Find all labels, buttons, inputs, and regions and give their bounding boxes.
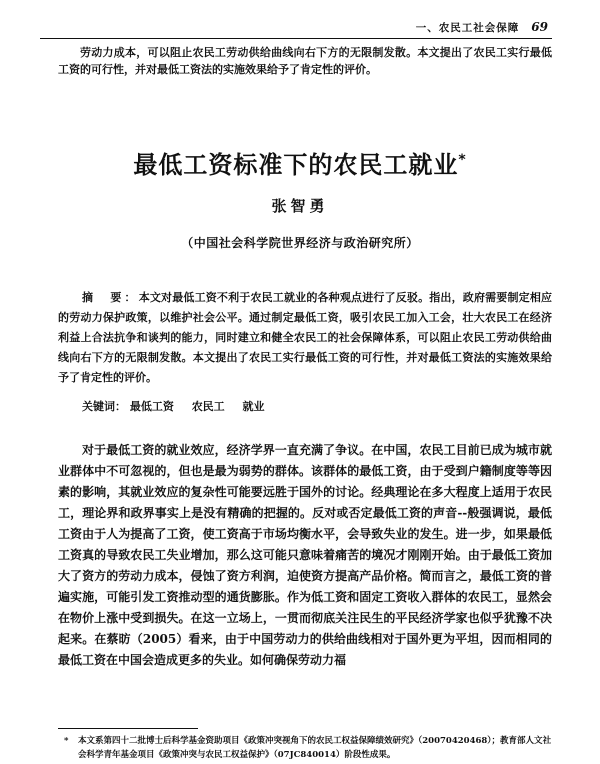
body-paragraph: 对于最低工资的就业效应，经济学界一直充满了争议。在中国，农民工目前已成为城市就业群体中不可忽视的，但也是最为弱势的群体。该群体的最低工资，由于受到户籍制度等等因素的影响，其就业效应的复杂性可能要远胜于国外的讨论。经典理论在多大程度上适用于农民工，理论界和政界事实上是没有精确的把握的。反对或否定最低工资的声音--般强调说，最低工资由于人为提高了工资，使工资高于市场均衡水平，会导致失业的发生。进一步，如果最低工资真的导致农民工失业增加，那么这可能只意味着痛苦的境况才刚刚开始。由于最低工资加大了资方的劳动力成本，侵蚀了资方利润，迫使资方提高产品价格。简而言之，最低工资的普遍实施，可能引发工资推动型的通货膨胀。作为低工资和固定工资收入群体的农民工，显然会在物价上涨中受到损失。在这一立场上，一贯而彻底关注民生的平民经济学家也似乎犹豫不决起来。在蔡昉（2005）看来，由于中国劳动力的供给曲线相对于国外更为平坦，因而相同的最低工资在中国会造成更多的失业。如何确保劳动力福	[58, 443, 552, 667]
keywords	[82, 398, 552, 414]
title-footnote-mark: *	[458, 152, 467, 168]
running-header	[40, 20, 548, 35]
footnote-text: 本文系第四十二批博士后科学基金资助项目《政策冲突视角下的农民工权益保障绩效研究》（20070420468）；教育部人文社会科学青年基金项目《政策冲突与农民工权益保护》（07JC840014）阶段性成果。	[78, 736, 552, 760]
keywords-label: 关键词：	[82, 400, 126, 413]
keyword: 就业	[242, 400, 265, 413]
author-affiliation: （中国社会科学院世界经济与政治研究所）	[181, 236, 419, 250]
keyword: 最低工资	[129, 400, 174, 413]
abstract-text: 本文对最低工资不利于农民工就业的各种观点进行了反驳。指出，政府需要制定相应的劳动力保护政策，以维护社会公平。通过制定最低工资，吸引农民工加入工会，壮大农民工在经济利益上合法抗争和谈判的能力，同时建立和健全农民工的社会保障体系，可以阻止农民工劳动供给曲线向右下方的无限制发散。本文提出了农民工实行最低工资的可行性，并对最低工资法的实施效果给予了肯定性的评价。	[58, 291, 553, 384]
page-number: 69	[531, 20, 548, 34]
keyword: 农民工	[191, 400, 225, 413]
footnote-rule	[58, 728, 198, 729]
abstract-label: 摘 要：	[82, 291, 139, 304]
author-name: 张智勇	[271, 197, 329, 215]
running-header-section: 一、农民工社会保障	[415, 22, 520, 34]
article-title-text: 最低工资标准下的农民工就业	[133, 151, 459, 179]
article-title	[0, 145, 600, 180]
footnote	[64, 734, 552, 762]
abstract	[58, 288, 552, 388]
intro-paragraph: 劳动力成本，可以阻止农民工劳动供给曲线向右下方的无限制发散。本文提出了农民工实行最低工资的可行性，并对最低工资法的实施效果给予了肯定性的评价。	[58, 46, 552, 76]
footnote-mark: *	[64, 736, 69, 746]
header-rule	[40, 38, 552, 39]
